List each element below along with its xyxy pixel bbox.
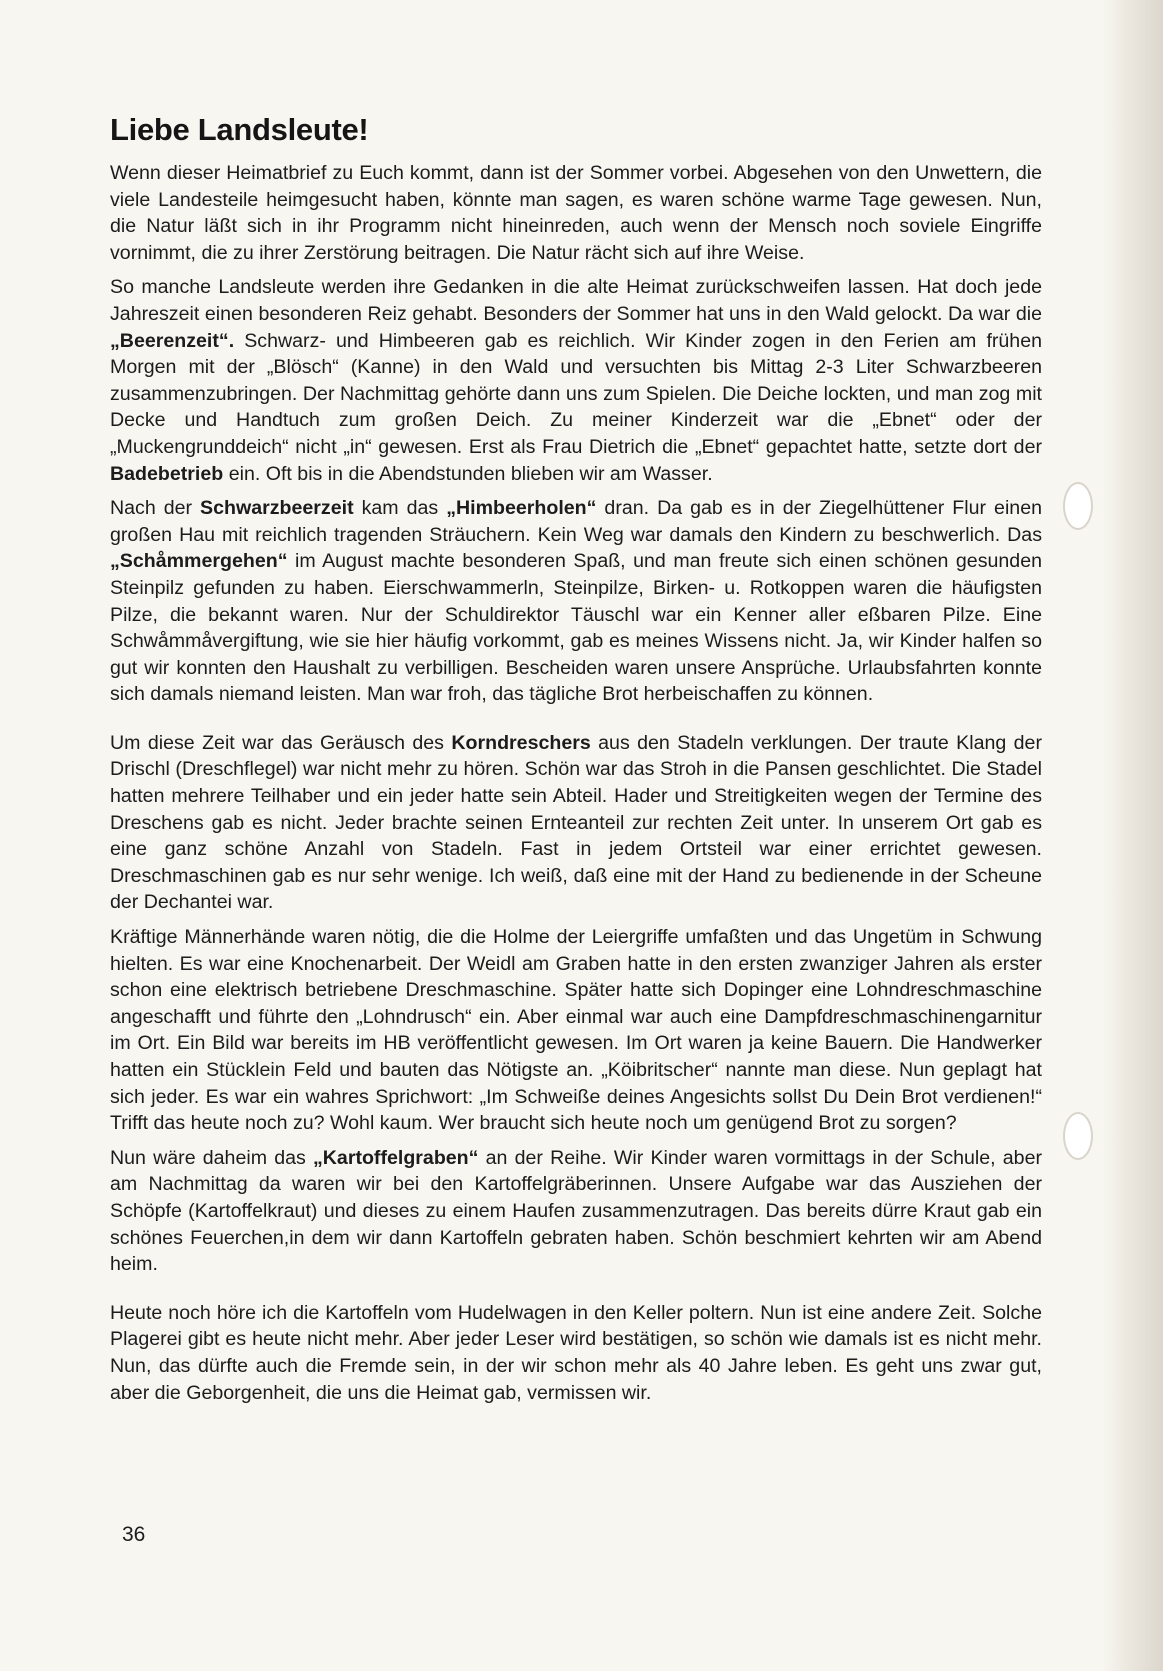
text-segment: Nach der (110, 497, 201, 520)
binder-hole (1063, 1112, 1093, 1160)
text-segment: Nun wäre daheim das (110, 1146, 313, 1169)
paragraph (110, 1145, 1042, 1278)
text-segment: im August machte besonderen Spaß, und man freute sich einen schönen gesunden Steinpilz gefunden zu haben. Eierschwammerln, Steinpilze, Birken- u. Rotkoppen waren die häufigsten Pilze, die bekannt waren. Nur der Schuldirektor Täuschl war ein Kenner aller eßbaren Pilze. Eine Schwåmmåvergiftung, wie sie hier häufig vorkommt, gab es meines Wissens nicht. Ja, wir Kinder halfen so gut wir konnten den Haushalt zu verbilligen. Bescheiden waren unsere Ansprüche. Urlaubsfahrten konnte sich damals niemand leisten. Man war froh, das tägliche Brot herbeischaffen zu können. (110, 550, 1042, 706)
text-segment: an der Reihe. Wir Kinder waren vormittags in der Schule, aber am Nachmittag da waren wir bei den Kartoffelgräberinnen. Unsere Aufgabe war das Ausziehen der Schöpfe (Kartoffelkraut) und dieses zu einem Haufen zusammenzutragen. Das bereits dürre Kraut gab ein schönes Feuerchen,in dem wir dann Kartoffeln gebraten haben. Schön beschmiert kehrten wir am Abend heim. (110, 1146, 1042, 1276)
text-segment: Um diese Zeit war das Geräusch des (110, 731, 452, 754)
paragraph (110, 495, 1042, 708)
paragraph (110, 924, 1042, 1137)
paragraph (110, 160, 1042, 266)
text-segment: ein. Oft bis in die Abendstunden blieben wir am Wasser. (223, 462, 713, 485)
bold-term: Badebetrieb (110, 462, 224, 485)
page-number: 36 (122, 1523, 146, 1546)
text-segment: Wenn dieser Heimatbrief zu Euch kommt, dann ist der Sommer vorbei. Abgesehen von den Unwettern, die viele Landesteile heimgesucht haben, könnte man sagen, es waren schöne warme Tage gewesen. Nun, die Natur läßt sich in ihr Programm nicht hineinreden, auch wenn der Mensch noch soviele Eingriffe vornimmt, die zu ihrer Zerstörung beitragen. Die Natur rächt sich auf ihre Weise. (110, 162, 1042, 264)
article (110, 112, 1042, 1414)
page-shadow-edge (1103, 0, 1163, 1671)
bold-term: „Schåmmergehen“ (110, 550, 288, 573)
bold-term: „Beerenzeit“. (110, 329, 235, 352)
bold-term: „Himbeerholen“ (446, 497, 597, 520)
text-segment: Heute noch höre ich die Kartoffeln vom Hudelwagen in den Keller poltern. Nun ist eine andere Zeit. Solche Plagerei gibt es heute nicht mehr. Aber jeder Leser wird bestätigen, so schön wie damals ist es nicht mehr. Nun, das dürfte auch die Fremde sein, in der wir schon mehr als 40 Jahre leben. Es geht uns zwar gut, aber die Geborgenheit, die uns die Heimat gab, vermissen wir. (110, 1301, 1042, 1404)
text-segment: kam das (353, 497, 447, 520)
bold-term: Schwarzbeerzeit (200, 497, 354, 520)
paragraph (110, 274, 1042, 487)
text-segment: dran. Da gab es in der Ziegelhüttener Flur einen großen Hau mit reichlich tragenden Sträuchern. Kein Weg war damals den Kindern zu beschwerlich. Das (110, 497, 1042, 546)
bold-term: „Kartoffelgraben“ (312, 1146, 479, 1169)
article-title: Liebe Landsleute! (110, 112, 369, 147)
text-segment: aus den Stadeln verklungen. Der traute Klang der Drischl (Dreschflegel) war nicht mehr zu hören. Schön war das Stroh in die Pansen geschlichtet. Die Stadel hatten mehrere Teilhaber und ein jeder hatte sein Abteil. Hader und Streitigkeiten wegen der Termine des Dreschens gab es nicht. Jeder brachte seinen Ernteanteil zur rechten Zeit unter. In unserem Ort gab es eine ganz schöne Anzahl von Stadeln. Fast in jedem Ortsteil war einer errichtet gewesen. Dreschmaschinen gab es nur sehr wenige. Ich weiß, daß eine mit der Hand zu bedienende in der Scheune der Dechantei war. (110, 731, 1042, 914)
bold-term: Korndreschers (451, 731, 591, 754)
paragraph (110, 730, 1042, 916)
paragraph (110, 1300, 1042, 1406)
binder-hole (1063, 482, 1093, 530)
text-segment: So manche Landsleute werden ihre Gedanken in die alte Heimat zurückschweifen lassen. Hat doch jede Jahreszeit einen besonderen Reiz gehabt. Besonders der Sommer hat uns in den Wald gelockt. Da war die (110, 276, 1042, 325)
text-segment: Schwarz- und Himbeeren gab es reichlich. Wir Kinder zogen in den Ferien am frühen Morgen mit der „Blösch“ (Kanne) in den Wald und versuchten bis Mittag 2-3 Liter Schwarzbeeren zusammenzubringen. Der Nachmittag gehörte dann uns zum Spielen. Die Deiche lockten, und man zog mit Decke und Handtuch zum großen Deich. Zu meiner Kinderzeit war die „Ebnet“ oder der „Muckengrunddeich“ nicht „in“ gewesen. Erst als Frau Dietrich die „Ebnet“ gepachtet hatte, setzte dort der (110, 329, 1042, 458)
text-segment: Kräftige Männerhände waren nötig, die die Holme der Leiergriffe umfaßten und das Ungetüm in Schwung hielten. Es war eine Knochenarbeit. Der Weidl am Graben hatte in den ersten zwanziger Jahren als erster schon eine elektrisch betriebene Dreschmaschine. Später hatte sich Dopinger eine Lohndreschmaschine angeschafft und führte den „Lohndrusch“ ein. Aber einmal war auch eine Dampfdreschmaschinengarnitur im Ort. Ein Bild war bereits im HB veröffentlicht gewesen. Im Ort waren ja keine Bauern. Die Handwerker hatten ein Stücklein Feld und bauten das Nötigste an. „Köibritscher“ nannte man diese. Nun geplagt hat sich jeder. Es war ein wahres Sprichwort: „Im Schweiße deines Angesichts sollst Du Dein Brot verdienen!“ Trifft das heute noch zu? Wohl kaum. Wer braucht sich heute noch um genügend Brot zu sorgen? (110, 926, 1042, 1135)
